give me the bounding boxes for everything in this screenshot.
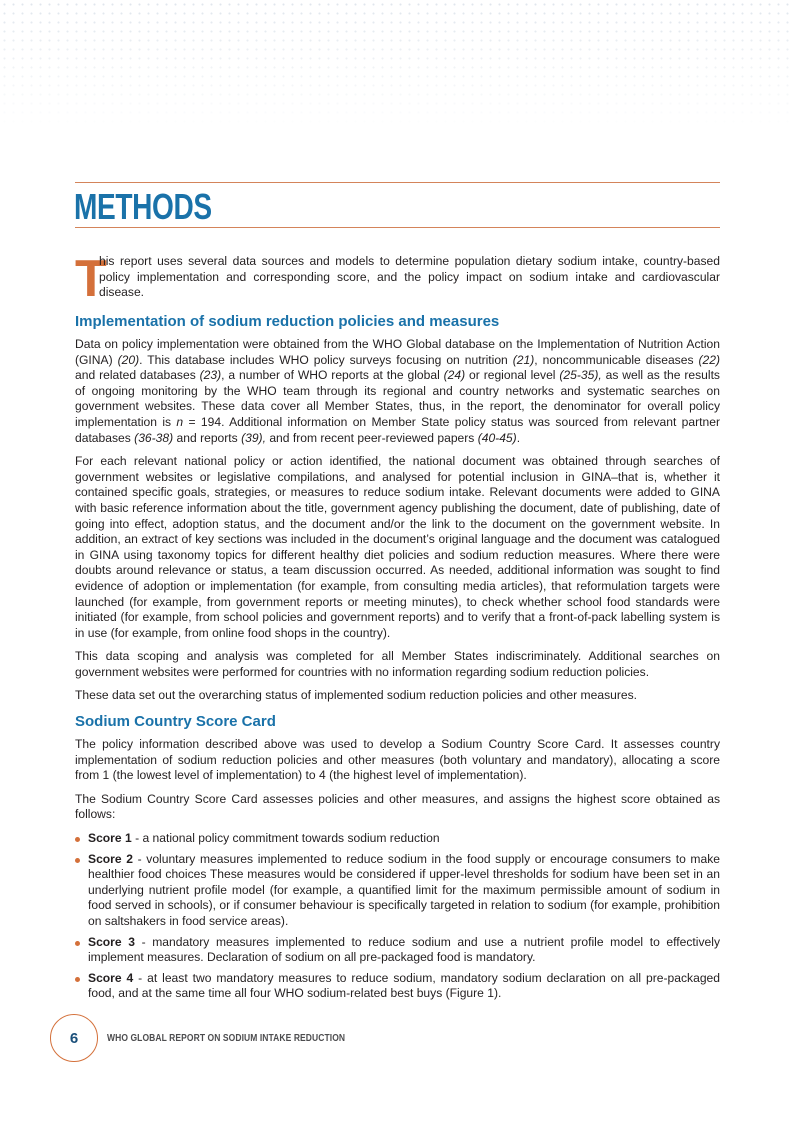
dropcap-letter: T bbox=[75, 250, 107, 308]
main-content bbox=[75, 250, 721, 1007]
implementation-paragraph-2: For each relevant national policy or action identified, the national document was obtained through searches of government websites or legislative compilations, and analysed for potential inclusion in GINA–that is, whether it contained specific goals, strategies, or measures to reduce sodium intake. Relevant documents were added to GINA with basic reference information about the title, government agency publishing the document, date of publishing, date of going into effect, adoption status, and the document and/or the link to the document on the government website. In addition, an extract of key sections was included in the document’s original language and the document was catalogued in GINA using taxonomy topics for different healthy diet policies and sodium reduction measures. Where there were doubts around relevance or status, a team discussion occurred. As needed, additional information was sought to find evidence of adoption or implementation (for example, from consulting media articles), that reformulation targets were launched (for example, from government reports or meeting minutes), to check whether school food standards were initiated (for example, from school policies and government reports) and to verify that a front-of-pack labelling system is in use (for example, from online food shops in the country). bbox=[75, 454, 720, 640]
intro-text: his report uses several data sources and models to determine population dietary sodium intake, country-based policy implementation and corresponding score, and the policy impact on sodium intake and cardiovascular disease. bbox=[99, 254, 720, 300]
score-item-4: Score 4 - at least two mandatory measures to reduce sodium, mandatory sodium declaration on all pre-packaged food, and at the same time all four WHO sodium-related best buys (Figure 1). bbox=[75, 971, 720, 1002]
score-list bbox=[75, 831, 720, 1002]
title-top-rule bbox=[75, 182, 720, 183]
decorative-dot-pattern bbox=[0, 0, 793, 130]
score-item-3: Score 3 - mandatory measures implemented to reduce sodium and use a nutrient profile model to effectively implement measures. Declaration of sodium on all pre-packaged food is mandatory. bbox=[75, 935, 720, 966]
bullet-icon bbox=[75, 941, 80, 946]
implementation-paragraph-4: These data set out the overarching status of implemented sodium reduction policies and other measures. bbox=[75, 688, 637, 703]
section-heading-score-card: Sodium Country Score Card bbox=[75, 713, 276, 731]
section-heading-implementation: Implementation of sodium reduction policies and measures bbox=[75, 313, 500, 330]
title-bottom-rule bbox=[75, 227, 720, 228]
bullet-icon bbox=[75, 858, 80, 863]
implementation-paragraph-1: Data on policy implementation were obtained from the WHO Global database on the Implementation of Nutrition Action (GINA) (20). This database includes WHO policy surveys focusing on nutrition (21), noncommunicable diseases (22) and related databases (23), a number of WHO reports at the global (24) or regional level (25-35), as well as the results of ongoing monitoring by the WHO team through its regional and country networks and systematic searches on government websites. These data cover all Member States, thus, in the report, the denominator for overall policy implementation is n = 194. Additional information on Member State policy status was sourced from relevant partner databases (36-38) and reports (39), and from recent peer-reviewed papers (40-45). bbox=[75, 337, 720, 445]
implementation-paragraph-3: This data scoping and analysis was completed for all Member States indiscriminately. Additional searches on government websites were performed for countries with no information regarding sodium reduction policies. bbox=[75, 649, 720, 679]
footer-report-title: WHO GLOBAL REPORT ON SODIUM INTAKE REDUCTION bbox=[107, 1032, 346, 1044]
page-title: METHODS bbox=[74, 186, 212, 227]
score-item-1: Score 1 - a national policy commitment towards sodium reduction bbox=[75, 831, 720, 847]
score-card-paragraph-1: The policy information described above was used to develop a Sodium Country Score Card. It assesses country implementation of sodium reduction policies and other measures (both voluntary and mandatory), allocating a score from 1 (the lowest level of implementation) to 4 (the highest level of implementation). bbox=[75, 737, 720, 783]
bullet-icon bbox=[75, 837, 80, 842]
intro-paragraph bbox=[75, 250, 720, 308]
score-item-2: Score 2 - voluntary measures implemented to reduce sodium in the food supply or encourage consumers to make healthier food choices These measures would be considered if upper-level thresholds for sodium have been set in an underlying nutrient profile model (for example, a quantified limit for the maximum permissible amount of sodium in food served in schools), or if consumer behaviour is specifically targeted in relation to sodium (for example, prohibition on saltshakers in food service areas). bbox=[75, 852, 720, 930]
page-footer bbox=[50, 1014, 387, 1062]
bullet-icon bbox=[75, 977, 80, 982]
page-number: 6 bbox=[50, 1014, 98, 1062]
score-card-paragraph-2: The Sodium Country Score Card assesses policies and other measures, and assigns the highest score obtained as follows: bbox=[75, 791, 720, 822]
